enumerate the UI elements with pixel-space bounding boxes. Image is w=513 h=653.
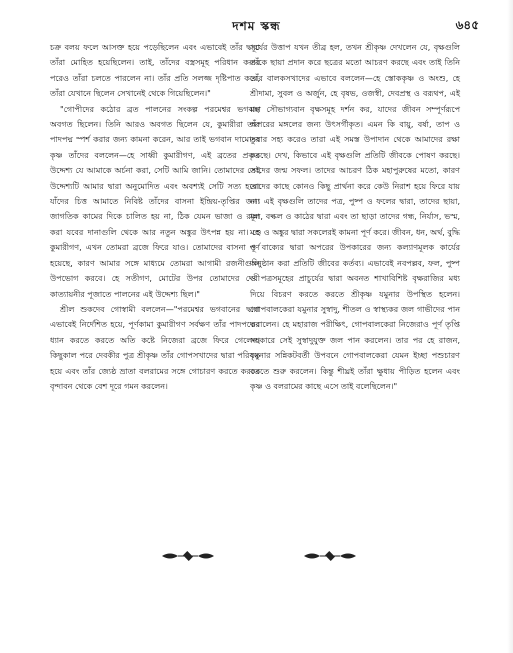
paragraph: সূর্যের উত্তাপ যখন তীব্র হল, তখন শ্রীকৃষ্ণ দেখলেন যে, বৃক্ষগুলি তাঁকে ছায়া প্রদান করে ছত্রের মতো আচরণ করছে এবং তাই তিনি তাঁর বালকসখাদের এভাবে বললেন—হে স্তোককৃষ্ণ ও অংশু, হে শ্রীদামা, সুবল ও অর্জুন, হে বৃষভ, ওজস্বী, দেবপ্রস্থ ও বরূথপ, এই মহা সৌভাগ্যবান বৃক্ষসমূহ দর্শন কর, যাদের জীবন সম্পূর্ণরূপে অপরের মঙ্গলের জন্য উৎসর্গীকৃত। এমন কি বায়ু, বর্ষা, তাপ ও তুষার সহ্য করেও তারা এই সমস্ত উপাদান থেকে আমাদের রক্ষা করছে। দেখ, কিভাবে এই বৃক্ষগুলি প্রতিটি জীবকে পোষণ করছে। তাদের জন্ম সফল। তাদের আচরণ ঠিক মহাপুরুষের মতো, কারণ তাদের কাছে কোনও কিছু প্রার্থনা করে কেউ নিরাশ হয়ে ফিরে যায় না। এই বৃক্ষগুলি তাদের পত্র, পুষ্প ও ফলের দ্বারা, তাদের ছায়া, মূল, বল্কল ও কাঠের দ্বারা এবং তা ছাড়া তাদের গন্ধ, নির্যাস, ভস্ম, মণ্ড ও অঙ্কুর দ্বারা সকলেরই কামনা পূর্ণ করে। জীবন, ধন, অর্থ, বুদ্ধি ও বাক্যের দ্বারা অপরের উপকারের জন্য কল্যাণমূলক কার্যের অনুষ্ঠান করা প্রতিটি জীবের কর্তব্য। এভাবেই নবপল্লব, ফল, পুষ্প ও পত্রসমূহের প্রাচুর্যের দ্বারা অবনত শাখাবিশিষ্ট বৃক্ষরাজির মধ্য দিয়ে বিচরণ করতে করতে শ্রীকৃষ্ণ যমুনার উপস্থিত হলেন। গোপবালকেরা যমুনার সুস্বাদু, শীতল ও স্বাস্থ্যকর জল গাভীদের পান করালেন। হে মহারাজ পরীক্ষিৎ, গোপবালকেরা নিজেরাও পূর্ণ তৃপ্তি সহকারে সেই সুস্বাদুযুক্ত জল পান করলেন। তার পর হে রাজন, যমুনার সন্নিকটবর্তী উপবনে গোপবালকেরা যেমন ইচ্ছা পশুচারণ করতে শুরু করলেন। কিন্তু শীঘ্রই তাঁরা ক্ষুধায় পীড়িত হলেন এবং কৃষ্ণ ও বলরামের কাছে এসে তাই বলেছিলেন।" (250, 43, 460, 391)
page-edge-shadow (507, 0, 513, 653)
paragraph: শ্রীল শুকদেব গোস্বামী বললেন—"পরমেশ্বর ভগবানের দ্বারা এভাবেই নির্দেশিত হয়ে, পূর্ণকামা কুমারীগণ সর্বক্ষণ তাঁর পাদপদ্মের ধ্যান করতে করতে অতি কষ্টে নিজেরা ব্রজে ফিরে গেলেন। কিছুকাল পরে দেবকীর পুত্র শ্রীকৃষ্ণ তাঁর গোপসখাদের দ্বারা পরিবৃত হয়ে এবং তাঁর জ্যেষ্ঠ ভ্রাতা বলরামের সঙ্গে গোচারণ করতে করতে বৃন্দাবন থেকে বেশ দূরে গমন করলেন। (50, 304, 260, 391)
paragraph: চক্র বলয় ফলে আসক্ত হয়ে পড়েছিলেন এবং এভাবেই তাঁর দ্বারা তাঁরা মোহিত হয়েছিলেন। তাই, তাঁদের বস্ত্রসমূহ পরিধান করার পরেও তাঁরা চলতে পারলেন না। তাঁর প্রতি সলজ্জ দৃষ্টিপাত করে, তাঁরা যেখানে ছিলেন সেখানেই থেকে গিয়েছিলেন।" (50, 43, 260, 99)
left-column (50, 40, 260, 394)
paragraph: "গোপীদের কঠোর ব্রত পালনের সংকল্প পরমেশ্বর ভগবান অবগত ছিলেন। তিনি আরও অবগত ছিলেন যে, কুমারীরা তাঁর পাদপদ্ম স্পর্শ করার জন্য কামনা করেন, আর তাই ভগবান দামোদর কৃষ্ণ তাঁদের বললেন—হে সাধ্বী কুমারীগণ, এই ব্রতের প্রকৃত উদ্দেশ্য যে আমাকে অর্চনা করা, সেটি আমি জানি। তোমাদের সেই উদ্দেশ্যটি আমার দ্বারা অনুমোদিত এবং অবশ্যই সেটি সত্য হবে। যাঁদের চিত্ত আমাতে নিবিষ্ট তাঁদের বাসনা ইন্দ্রিয়-তৃপ্তির জন্য জাগতিক কামের দিকে চালিত হয় না, ঠিক যেমন ভাজা ও রান্না করা যবের দানাগুলি থেকে আর নতুন অঙ্কুর উৎপন্ন হয় না। হে কুমারীগণ, এখন তোমরা ব্রজে ফিরে যাও। তোমাদের বাসনা পূর্ণ হয়েছে, কারণ আমার সঙ্গে মাধ্যমে তোমরা আগামী রজনীগুলি উপভোগ করবে। হে সতীগণ, মোটের উপর তোমাদের দেবী কাত্যায়নীর পূজাতে পালনের এই উদ্দেশ্য ছিল।" (50, 104, 260, 299)
running-head: দশম স্কন্ধ (232, 19, 281, 33)
page-number: ৬৪৫ (455, 18, 479, 32)
right-column (250, 40, 460, 394)
floral-ornament-icon (158, 550, 218, 562)
floral-ornament-icon (300, 550, 360, 562)
